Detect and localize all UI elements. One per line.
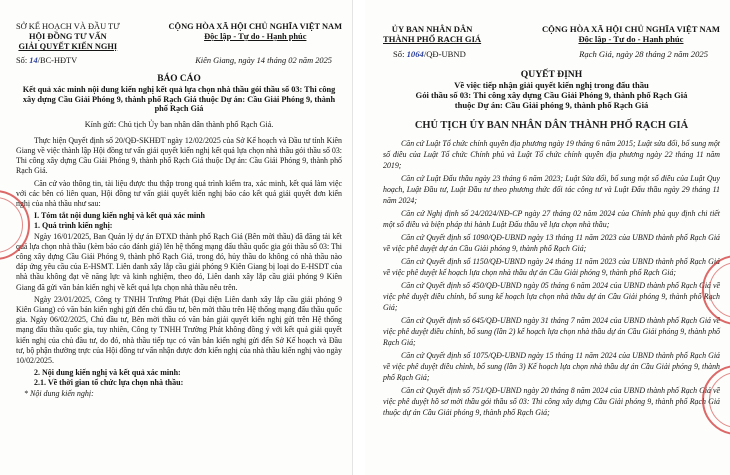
legal-basis-paragraph: Căn cứ Quyết định số 450/QĐ-UBND ngày 05 tháng 6 năm 2024 của UBND thành phố Rạch Giá về việc phê duyệt điều chỉnh, bổ sung kế hoạch lựa chọn nhà thầu dự án Cầu Giải phóng 9, thành phố Rạch Giá; [383, 281, 720, 313]
national-title-block [169, 22, 343, 52]
doc-type-title: BÁO CÁO [157, 74, 201, 84]
report-document-page [0, 0, 353, 475]
doc-subject-line: Về việc tiếp nhận giải quyết kiến nghị trong đấu thầu [454, 79, 649, 90]
doc-number-suffix: /BC-HĐTV [37, 56, 78, 65]
doc-subject-line: Gói thầu số 03: Thi công xây dựng Cầu Giải Phóng 9, thành phố Rạch Giá [415, 90, 688, 101]
recipient: Kính gửi: Chủ tịch Ủy ban nhân dân thành phố Rạch Giá. [84, 119, 274, 129]
place-date: Rạch Giá, ngày 28 tháng 2 năm 2025 [579, 48, 708, 59]
agency-line: THÀNH PHỐ RẠCH GIÁ [383, 34, 482, 45]
page-gap [353, 0, 365, 475]
legal-basis-paragraph: Căn cứ Quyết định số 1090/QĐ-UBND ngày 13 tháng 11 năm 2023 của UBND thành phố Rạch Giá về việc phê duyệt dự án Cầu Giải phóng 9, thành phố Rạch Giá; [383, 233, 720, 254]
decision-header [383, 24, 720, 45]
agency-line: SỞ KẾ HOẠCH VÀ ĐẦU TƯ [16, 22, 120, 31]
section-heading: I. Tóm tắt nội dung kiến nghị và kết quả xác minh [34, 211, 206, 221]
issuing-authority: CHỦ TỊCH ỦY BAN NHÂN DÂN THÀNH PHỐ RẠCH GIÁ [414, 120, 689, 132]
legal-basis-paragraph: Căn cứ Quyết định số 751/QĐ-UBND ngày 20 tháng 8 năm 2024 của UBND thành phố Rạch Giá về việc phê duyệt hồ sơ mời thầu gói thầu số 03: Thi công xây dựng Cầu Giải phóng 9, thành phố Rạch Giá thuộc dự án Cầu Giải phóng 9, thành phố Rạch Giá; [383, 386, 720, 418]
doc-number-handwritten: 1064 [406, 48, 424, 59]
bullet-heading: * Nội dung kiến nghị: [24, 388, 94, 398]
paragraph: Ngày 16/01/2025, Ban Quản lý dự án ĐTXD thành phố Rạch Giá (Bên mời thầu) đã đăng tải kết quả lựa chọn nhà thầu (kèm báo cáo đánh giá) lên hệ thống mạng đấu thầu quốc gia gói thầu số 03: Thi công xây dựng Cầu Giải Phóng 9, thành phố Rạch Giá, trong đó, hủy thầu do không có nhà thầu nào đáp ứng yêu cầu của E-HSMT. Liên danh xây lắp cầu giải phóng 9 Kiên Giang bị loại do E-HSDT của nhà thầu không đạt về năng lực và kinh nghiệm, theo đó, Liên danh xây lắp cầu giải phóng 9 Kiên Giang đã gửi văn bản kiến nghị về kết quả lựa chọn nhà thầu nêu trên. [16, 231, 342, 292]
doc-meta-row [383, 49, 720, 59]
doc-number-handwritten: 14 [29, 56, 38, 65]
issuing-agency-block [383, 24, 481, 45]
paragraph: Căn cứ vào thông tin, tài liệu được thu thập trong quá trình kiểm tra, xác minh, kết quả làm việc với các bên có liên quan, Hội đồng tư vấn giải quyết kiến nghị báo cáo kết quả giải quyết đơn kiến nghị của nhà thầu như sau: [16, 178, 342, 208]
nation-name: CỘNG HÒA XÃ HỘI CHỦ NGHĨA VIỆT NAM [541, 24, 720, 34]
paragraph: Ngày 23/01/2025, Công ty TNHH Trường Phát (Đại diện Liên danh xây lắp cầu giải phóng 9 Kiên Giang) có văn bản kiến nghị gửi đến chủ đầu tư, bên mời thầu trên Hệ thống mạng đấu thầu quốc gia. Ngày 06/02/2025, Chủ đầu tư, Bên mời thầu có văn bản giải quyết kiến nghị gửi trên Hệ thống mạng đấu thầu quốc gia, tuy nhiên, Công ty TNHH Trường Phát không đồng ý với kết quả giải quyết kiến nghị của chủ đầu tư, do đó, nhà thầu tiếp tục có văn bản kiến nghị gửi đến Sở Kế hoạch và Đầu tư, bộ phận thường trực của Hội đồng tư vấn nhận được đơn kiến nghị của nhà thầu kiến nghị vào ngày 10/02/2025. [16, 294, 342, 366]
legal-basis-paragraph: Căn cứ Nghị định số 24/2024/NĐ-CP ngày 27 tháng 02 năm 2024 của Chính phủ quy định chi tiết một số điều và biện pháp thi hành Luật Đấu thầu về lựa chọn nhà thầu; [383, 209, 720, 230]
motto: Độc lập - Tự do - Hạnh phúc [578, 34, 684, 45]
paragraph: Thực hiện Quyết định số 20/QĐ-SKHĐT ngày 12/02/2025 của Sở Kế hoạch và Đầu tư tỉnh Kiên Giang về việc thành lập Hội đồng tư vấn giải quyết kiến nghị kết quả lựa chọn nhà thầu gói thầu số 03: Thi công xây dựng Cầu Giải Phóng 9, thành phố Rạch Giá thuộc Dự án: Cầu Giải Phóng 9, thành phố Rạch Giá. [16, 135, 342, 176]
doc-subject: Kết quả xác minh nội dung kiến nghị kết quả lựa chọn nhà thầu gói thầu số 03: Thi công xây dựng Cầu Giải Phóng 9, thành phố Rạch Giá thuộc Dự án: Cầu Giải Phóng 9, thành phố Rạch Giá [22, 85, 336, 114]
doc-subject-line: thuộc Dự án: Cầu Giải phóng 9, thành phố Rạch Giá [454, 100, 649, 111]
agency-line: GIẢI QUYẾT KIẾN NGHỊ [18, 42, 118, 51]
doc-number [16, 56, 77, 66]
nation-name: CỘNG HÒA XÃ HỘI CHỦ NGHĨA VIỆT NAM [168, 22, 342, 31]
doc-number-prefix: Số: [16, 56, 28, 65]
doc-number [393, 49, 466, 59]
legal-basis-paragraph: Căn cứ Quyết định số 645/QĐ-UBND ngày 31 tháng 7 năm 2024 của UBND thành phố Rạch Giá về việc phê duyệt điều chỉnh, bổ sung (lần 2) kế hoạch lựa chọn nhà thầu dự án Cầu Giải phóng 9, thành phố Rạch Giá; [383, 316, 720, 348]
legal-basis-paragraph: Căn cứ Quyết định số 1075/QĐ-UBND ngày 15 tháng 11 năm 2024 của UBND thành phố Rạch Giá về việc phê duyệt điều chỉnh, bổ sung (lần 3) Kế hoạch lựa chọn nhà thầu dự án Cầu Giải phóng 9, thành phố Rạch Giá; [383, 351, 720, 383]
place-date: Kiên Giang, ngày 14 tháng 02 năm 2025 [195, 56, 332, 65]
doc-number-suffix: /QĐ-UBND [423, 48, 466, 59]
agency-line: ỦY BAN NHÂN DÂN [391, 24, 473, 34]
doc-type-title: QUYẾT ĐỊNH [520, 68, 583, 80]
motto: Độc lập - Tự do - Hạnh phúc [204, 32, 307, 41]
issuing-agency-block [16, 22, 120, 52]
section-heading: 2. Nội dung kiến nghị và kết quả xác minh: [34, 368, 181, 378]
doc-number-prefix: Số: [393, 48, 405, 59]
section-heading: 1. Quá trình kiến nghị: [34, 221, 113, 231]
legal-basis-paragraph: Căn cứ Quyết định số 1150/QĐ-UBND ngày 24 tháng 11 năm 2023 của UBND thành phố Rạch Giá về việc phê duyệt kế hoạch lựa chọn nhà thầu dự án Cầu Giải phóng 9, thành phố Rạch Giá; [383, 257, 720, 278]
national-title-block [542, 24, 720, 45]
agency-line: HỘI ĐỒNG TƯ VẤN [28, 32, 107, 41]
decision-document-page [365, 0, 730, 475]
doc-meta-row [16, 56, 342, 66]
legal-basis-paragraph: Căn cứ Luật Tổ chức chính quyền địa phương ngày 19 tháng 6 năm 2015; Luật sửa đổi, bổ sung một số điều của Luật Tổ chức Chính phủ và Luật Tổ chức chính quyền địa phương ngày 22 tháng 11 năm 2019; [383, 139, 720, 171]
report-header [16, 22, 342, 52]
legal-basis-paragraph: Căn cứ Luật Đấu thầu ngày 23 tháng 6 năm 2023; Luật Sửa đổi, bổ sung một số điều của Luật Quy hoạch, Luật Đầu tư, Luật Đầu tư theo phương thức đối tác công tư và Luật Đấu thầu ngày 29 tháng 11 năm 2024; [383, 174, 720, 206]
section-heading: 2.1. Về thời gian tổ chức lựa chọn nhà thầu: [34, 378, 184, 388]
